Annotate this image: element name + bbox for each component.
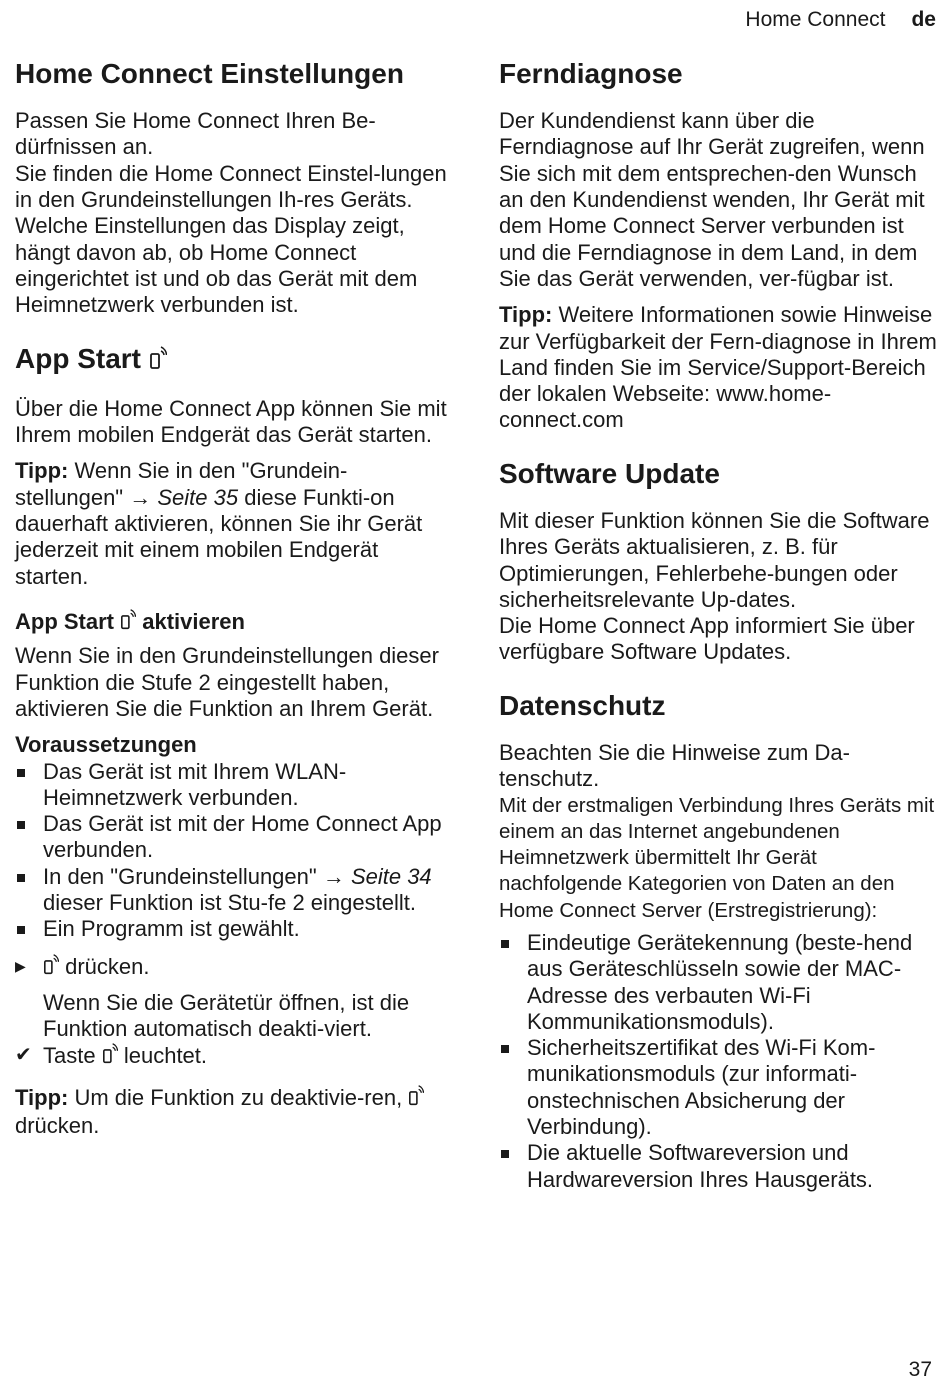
tip-label: Tipp: bbox=[15, 1084, 69, 1110]
header-language: de bbox=[911, 8, 936, 31]
list-item: Eindeutige Gerätekennung (beste-hend aus Geräteschlüsseln sowie der MAC-Adresse des verbauten Wi-Fi Kommunikationsmoduls). bbox=[499, 930, 939, 1035]
heading-home-connect-einstellungen: Home Connect Einstellungen bbox=[15, 58, 404, 89]
list-item: Die aktuelle Softwareversion und Hardwareversion Ihres Hausgeräts. bbox=[499, 1140, 939, 1193]
instruction-step: ▶ drücken. bbox=[15, 953, 455, 982]
paragraph: Passen Sie Home Connect Ihren Be-dürfnissen an. bbox=[15, 108, 376, 160]
tip-label: Tipp: bbox=[15, 458, 69, 484]
list-item: Sicherheitszertifikat des Wi-Fi Kom-munikationsmoduls (zur informati-onstechnischen Absicherung der Verbindung). bbox=[499, 1035, 939, 1140]
data-categories-list bbox=[499, 930, 939, 1193]
step-result: ✔ Taste leuchtet. bbox=[15, 1042, 455, 1071]
step-arrow-icon: ▶ bbox=[15, 957, 26, 974]
heading-voraussetzungen: Voraussetzungen bbox=[15, 732, 197, 758]
list-item: Das Gerät ist mit Ihrem WLAN-Heimnetzwerk verbunden. bbox=[15, 759, 455, 812]
paragraph: Wenn Sie in den Grundeinstellungen dieser Funktion die Stufe 2 eingestellt haben, aktivieren Sie die Funktion an Ihrem Gerät. bbox=[15, 643, 439, 721]
remote-start-icon bbox=[408, 1084, 424, 1113]
remote-start-icon bbox=[43, 953, 59, 982]
list-item: In den "Grundeinstellungen" → Seite 34 dieser Funktion ist Stu-fe 2 eingestellt. bbox=[15, 864, 455, 917]
paragraph: Mit dieser Funktion können Sie die Software Ihres Geräts aktualisieren, z. B. für Optimierungen, Fehlerbehe-bungen oder sicherheitsrelevante Up-dates. bbox=[499, 507, 930, 612]
paragraph: Die Home Connect App informiert Sie über verfügbare Software Updates. bbox=[499, 613, 915, 665]
heading-app-start bbox=[15, 343, 455, 378]
right-column bbox=[499, 58, 939, 1193]
tip-paragraph: Tipp: Um die Funktion zu deaktivie-ren, drücken. bbox=[15, 1084, 455, 1140]
heading-ferndiagnose: Ferndiagnose bbox=[499, 58, 683, 89]
paragraph: Beachten Sie die Hinweise zum Da-tenschutz. bbox=[499, 739, 850, 792]
heading-datenschutz: Datenschutz bbox=[499, 689, 666, 721]
paragraph: Mit der erstmaligen Verbindung Ihres Geräts mit einem an das Internet angebundenen Heimnetzwerk übermittelt Ihr Gerät nachfolgende Kategorien von Daten an den Home Connect Server (Erstregistrierung): bbox=[499, 793, 935, 922]
page-number: 37 bbox=[908, 1358, 932, 1381]
heading-text: App Start bbox=[15, 342, 141, 374]
step-note: Wenn Sie die Gerätetür öffnen, ist die Funktion automatisch deakti-viert. bbox=[43, 989, 410, 1042]
left-column bbox=[15, 58, 455, 1139]
page-header bbox=[745, 8, 936, 32]
heading-app-start-aktivieren: App Start aktivieren bbox=[15, 608, 455, 637]
paragraph: Über die Home Connect App können Sie mit Ihrem mobilen Endgerät das Gerät starten. bbox=[15, 395, 447, 448]
tip-paragraph: Tipp: Weitere Informationen sowie Hinweise zur Verfügbarkeit der Fern-diagnose in Ihrem Land finden Sie im Service/Support-Bereich der lokalen Webseite: www.home-connect.com bbox=[499, 302, 937, 433]
list-item: Ein Programm ist gewählt. bbox=[15, 916, 455, 942]
list-item: Das Gerät ist mit der Home Connect App verbunden. bbox=[15, 811, 455, 864]
checkmark-icon: ✔ bbox=[15, 1044, 32, 1067]
paragraph: Der Kundendienst kann über die Ferndiagnose auf Ihr Gerät zugreifen, wenn Sie sich mit dem entsprechen-den Wunsch an den Kundendienst wenden, Ihr Gerät mit dem Home Connect Server verbunden ist und die Ferndiagnose in dem Land, in dem Sie das Gerät verwenden, ver-fügbar ist. bbox=[499, 108, 925, 291]
remote-start-icon bbox=[149, 345, 167, 378]
tip-label: Tipp: bbox=[499, 302, 553, 328]
paragraph: Sie finden die Home Connect Einstel-lungen in den Grundeinstellungen Ih-res Geräts. Welche Einstellungen das Display zeigt, hängt davon ab, ob Home Connect eingerichtet ist und ob das Gerät mit dem Heimnetzwerk verbunden ist. bbox=[15, 160, 447, 318]
requirements-list bbox=[15, 759, 455, 943]
remote-start-icon bbox=[102, 1042, 118, 1071]
heading-software-update: Software Update bbox=[499, 457, 720, 489]
remote-start-icon bbox=[120, 608, 136, 637]
page-reference: Seite 34 bbox=[350, 863, 432, 889]
tip-paragraph: Tipp: Wenn Sie in den "Grundein-stellungen" → Seite 35 diese Funkti-on dauerhaft aktivieren, können Sie ihr Gerät jederzeit mit einem mobilen Endgerät starten. bbox=[15, 458, 423, 589]
page-reference: Seite 35 bbox=[157, 484, 239, 510]
header-section: Home Connect bbox=[745, 8, 886, 31]
